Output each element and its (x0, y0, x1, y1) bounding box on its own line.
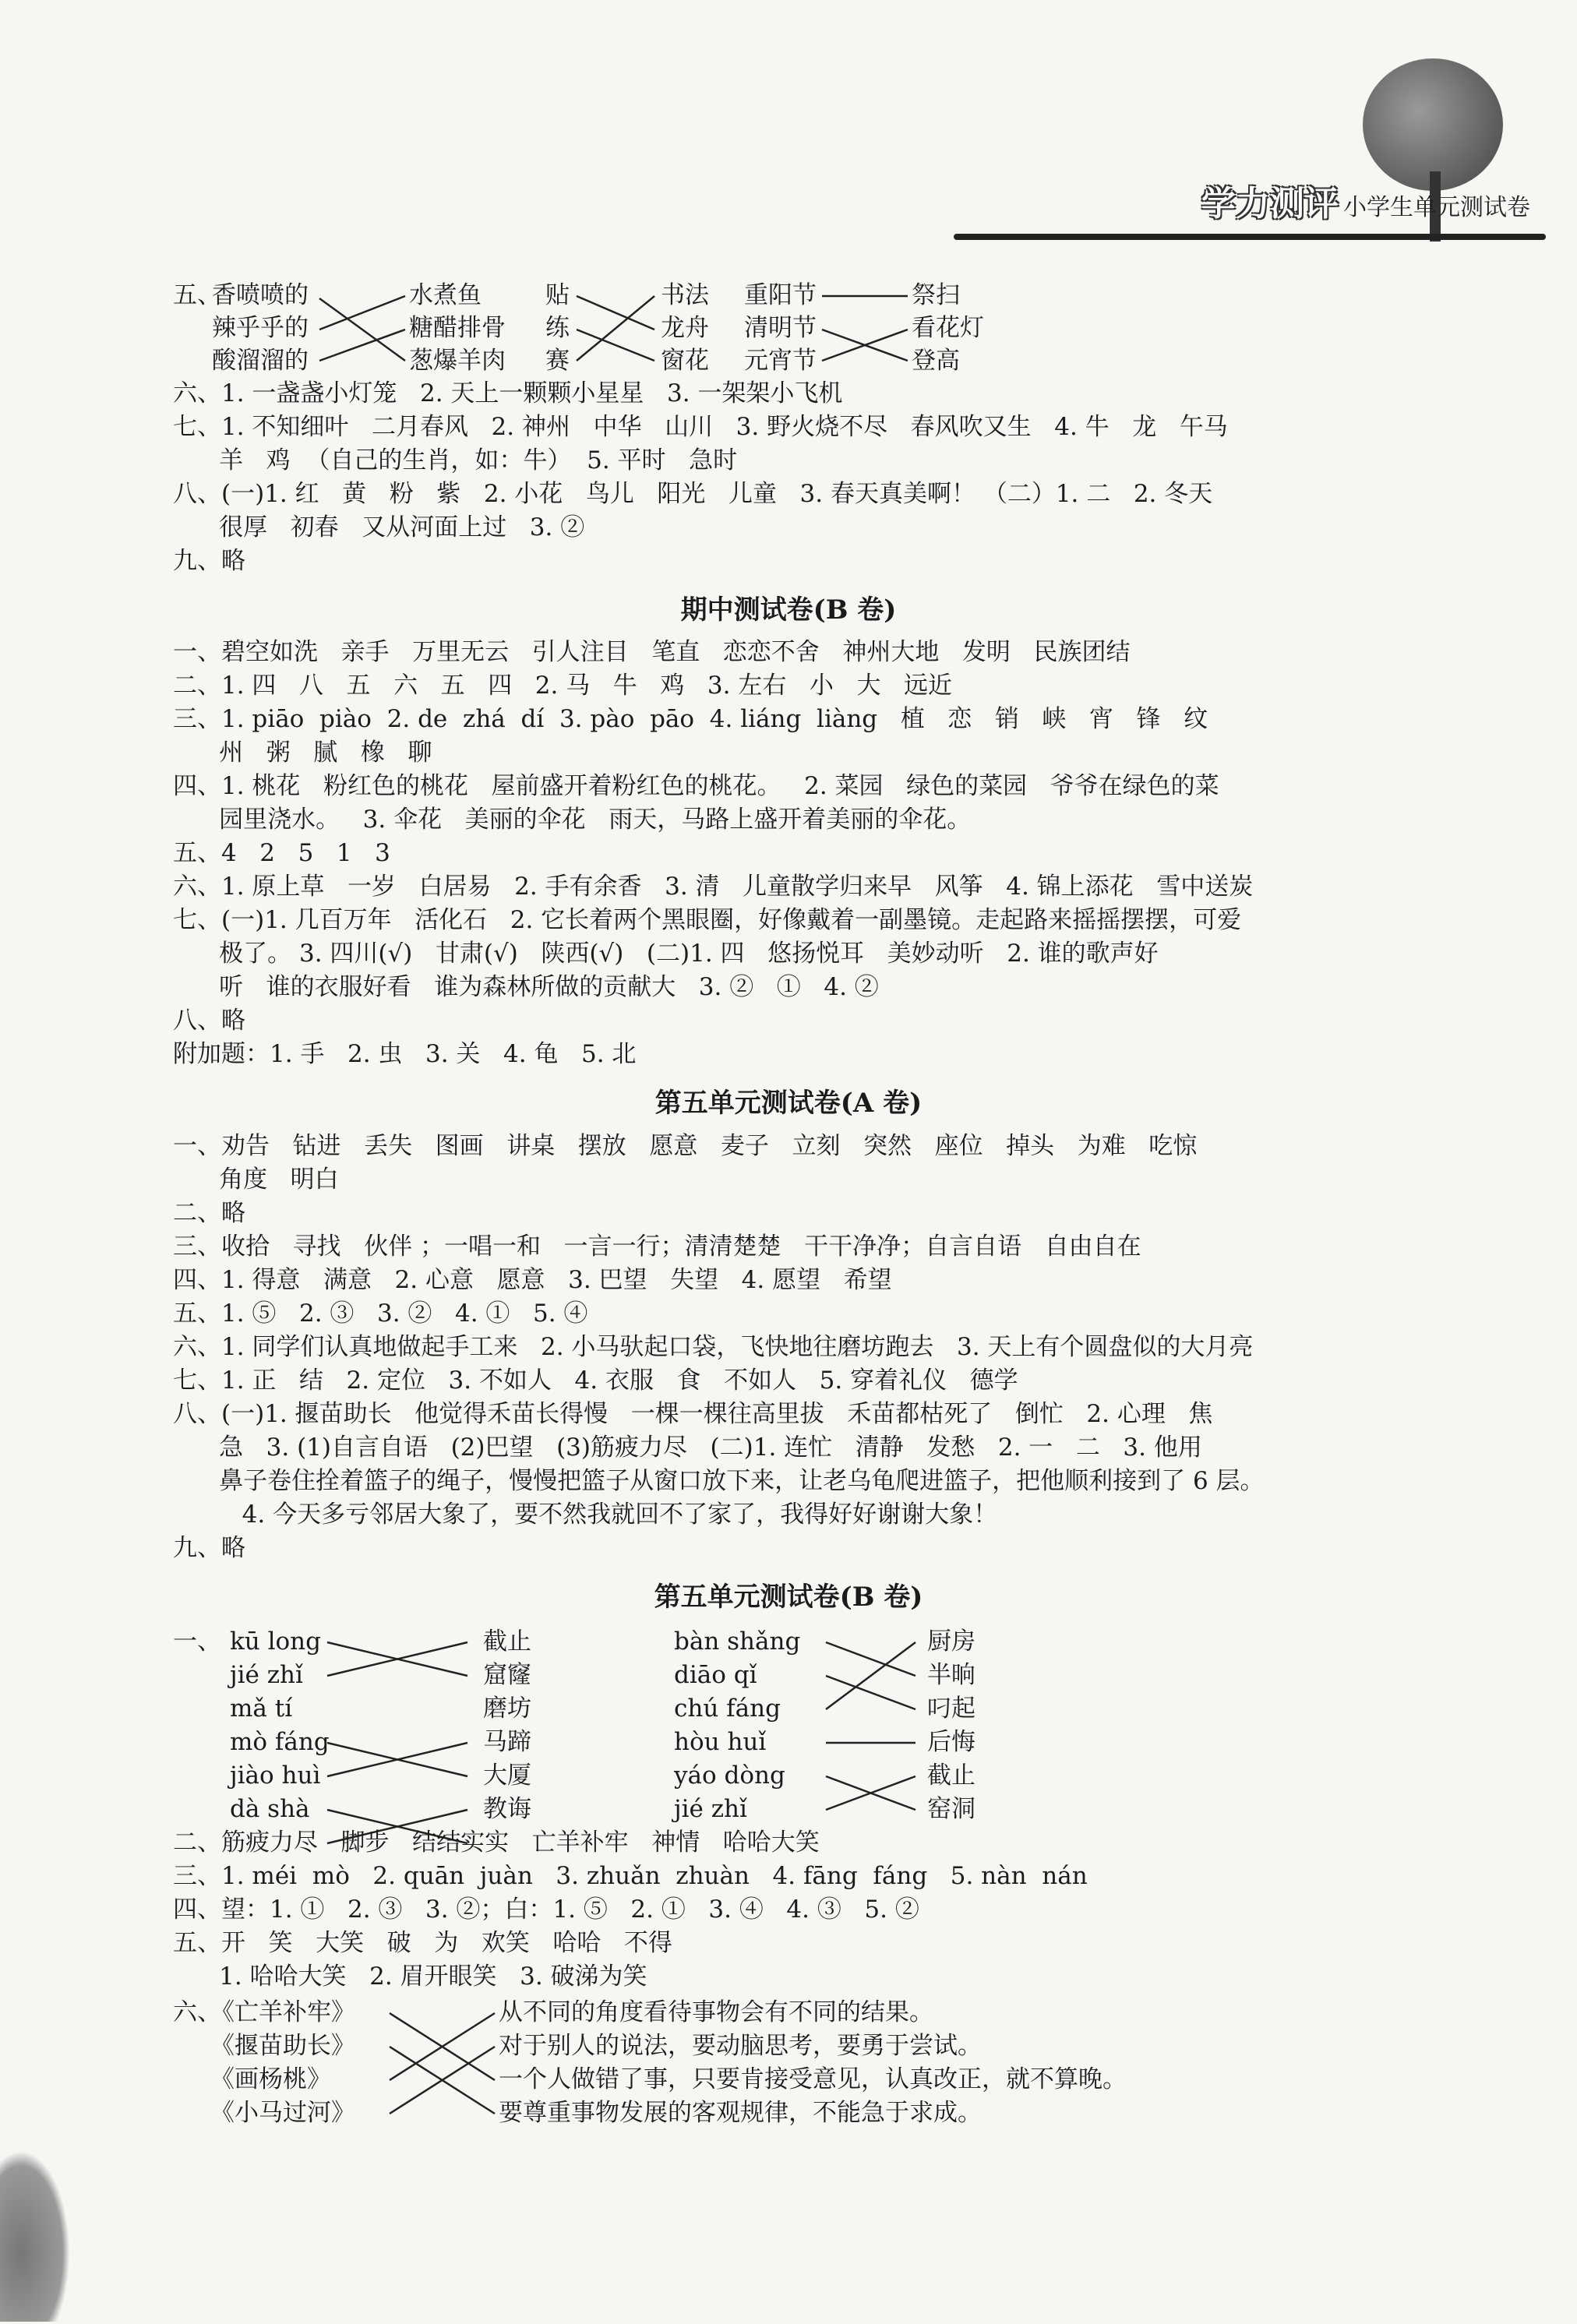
match-lines (390, 1996, 499, 2136)
answer-line: 三、收拾 寻找 伙伴 ；一唱一和 一言一行；清清楚楚 干干净净；自言自语 自由自在 (173, 1233, 1141, 1261)
answer-line: 七、1. 不知细叶 二月春风 2. 神州 中华 山川 3. 野火烧不尽 春风吹又生 4. 牛 龙 午马 (173, 413, 1228, 441)
match-item: 清明节 (744, 314, 817, 342)
match-item: mò fáng (230, 1728, 330, 1756)
answer-line: 四、1. 桃花 粉红色的桃花 屋前盛开着粉红色的桃花。 2. 菜园 绿色的菜园 爷爷在绿色的菜 (173, 772, 1219, 800)
answer-line: 九、略 (173, 547, 245, 575)
match-item: 窗花 (661, 347, 709, 375)
match-item: 书法 (661, 281, 709, 309)
series-logo (1201, 175, 1530, 225)
match-item: 半晌 (927, 1661, 975, 1689)
match-item: 《小马过河》 (210, 2099, 355, 2127)
match-item: 元宵节 (744, 347, 817, 375)
match-item: 厨房 (927, 1628, 975, 1656)
answer-line: 五、1. ⑤ 2. ③ 3. ② 4. ① 5. ④ (173, 1300, 588, 1328)
match-item: 登高 (912, 347, 960, 375)
answer-line: 羊 鸡 （自己的生肖，如：牛） 5. 平时 急时 (173, 446, 738, 474)
answer-line: 二、筋疲力尽 脚步 结结实实 亡羊补牢 神情 哈哈大笑 (173, 1829, 820, 1857)
match-item: 一个人做错了事，只要肯接受意见，认真改正，就不算晚。 (499, 2065, 1127, 2093)
match-item: 《亡羊补牢》 (210, 1998, 355, 2026)
answer-line: 很厚 初春 又从河面上过 3. ② (173, 513, 585, 541)
answer-line: 园里浇水。 3. 伞花 美丽的伞花 雨天，马路上盛开着美丽的伞花。 (173, 806, 972, 834)
answer-line: 角度 明白 (173, 1166, 339, 1194)
match-lines (826, 1625, 923, 1828)
header-rule (954, 234, 1546, 240)
answer-line: 八、略 (173, 1007, 245, 1035)
answer-line: 六、1. 同学们认真地做起手工来 2. 小马驮起口袋，飞快地往磨坊跑去 3. 天上有个圆盘似的大月亮 (173, 1333, 1254, 1361)
answer-line: 六、1. 原上草 一岁 白居易 2. 手有余香 3. 清 儿童散学归来早 风筝 4. 锦上添花 雪中送炭 (173, 873, 1254, 901)
answer-line: 八、(一)1. 红 黄 粉 紫 2. 小花 鸟儿 阳光 儿童 3. 春天真美啊！ （二）1. 二 2. 冬天 (173, 480, 1213, 508)
match-item: jié zhǐ (674, 1795, 747, 1823)
answer-line: 四、望：1. ① 2. ③ 3. ②；白：1. ⑤ 2. ① 3. ④ 4. ③ 5. ② (173, 1896, 919, 1924)
match-item: 香喷喷的 (212, 281, 309, 309)
answer-line: 七、(一)1. 几百万年 活化石 2. 它长着两个黑眼圈，好像戴着一副墨镜。走起路来摇摇摆摆，可爱 (173, 906, 1242, 934)
match-item: 后悔 (927, 1728, 975, 1756)
match-lines (577, 279, 658, 377)
match-item: 截止 (927, 1762, 975, 1790)
answer-line: 附加题：1. 手 2. 虫 3. 关 4. 龟 5. 北 (173, 1040, 637, 1068)
match-item: 赛 (545, 347, 570, 375)
match-item: 大厦 (483, 1762, 531, 1790)
answer-line: 州 粥 腻 橡 聊 (173, 739, 432, 767)
match-item: diāo qǐ (674, 1661, 757, 1689)
match-item: 磨坊 (483, 1695, 531, 1723)
match-item: 教诲 (483, 1795, 531, 1823)
match-item: 葱爆羊肉 (409, 347, 506, 375)
series-subtitle: 小学生单元测试卷 (1343, 194, 1530, 221)
answer-line: 五、4 2 5 1 3 (173, 839, 390, 867)
match-item: 辣乎乎的 (212, 314, 309, 342)
match-item: 贴 (545, 281, 570, 309)
match-item: 看花灯 (912, 314, 984, 342)
match-item: 练 (545, 314, 570, 342)
match-lines (822, 279, 912, 377)
match-item: 截止 (483, 1628, 531, 1656)
match-item: 马蹄 (483, 1728, 531, 1756)
answer-line: 六、1. 一盏盏小灯笼 2. 天上一颗颗小星星 3. 一架架小飞机 (173, 379, 843, 407)
section-label: 五、 (173, 281, 221, 309)
match-item: 重阳节 (744, 281, 817, 309)
match-item: 要尊重事物发展的客观规律，不能急于求成。 (499, 2099, 982, 2127)
answer-line: 九、略 (173, 1534, 245, 1562)
match-lines (327, 1625, 475, 1828)
answer-line: 一、劝告 钻进 丢失 图画 讲桌 摆放 愿意 麦子 立刻 突然 座位 掉头 为难 吃惊 (173, 1132, 1198, 1160)
answer-line: 一、碧空如洗 亲手 万里无云 引人注目 笔直 恋恋不舍 神州大地 发明 民族团结 (173, 638, 1131, 666)
answer-line: 二、略 (173, 1199, 245, 1227)
match-item: 《揠苗助长》 (210, 2032, 355, 2060)
section-title: 第五单元测试卷(A 卷) (654, 1088, 923, 1119)
match-item: bàn shǎng (674, 1628, 801, 1656)
match-item: 龙舟 (661, 314, 709, 342)
answer-line: 三、1. méi mò 2. quān juàn 3. zhuǎn zhuàn 4. fāng fáng 5. nàn nán (173, 1862, 1088, 1890)
match-item: 叼起 (927, 1695, 975, 1723)
leaf-decoration (0, 2150, 70, 2322)
match-item: 窟窿 (483, 1661, 531, 1689)
section-label: 六、 (173, 1998, 221, 2026)
match-item: jiào huì (230, 1762, 321, 1790)
match-item: mǎ tí (230, 1695, 293, 1723)
match-item: 水煮鱼 (409, 281, 482, 309)
match-item: jié zhǐ (230, 1661, 303, 1689)
match-item: kū long (230, 1628, 321, 1656)
answer-line: 二、1. 四 八 五 六 五 四 2. 马 牛 鸡 3. 左右 小 大 远近 (173, 672, 953, 700)
answer-line: 八、(一)1. 揠苗助长 他觉得禾苗长得慢 一棵一棵往高里拔 禾苗都枯死了 倒忙 2. 心理 焦 (173, 1400, 1213, 1428)
match-item: dà shà (230, 1795, 310, 1823)
answer-line: 四、1. 得意 满意 2. 心意 愿意 3. 巴望 失望 4. 愿望 希望 (173, 1266, 892, 1294)
answer-line: 听 谁的衣服好看 谁为森林所做的贡献大 3. ② ① 4. ② (173, 973, 879, 1001)
match-lines (319, 279, 409, 377)
match-item: 窑洞 (927, 1795, 975, 1823)
section-label: 一、 (173, 1628, 221, 1656)
answer-line: 4. 今天多亏邻居大象了，要不然我就回不了家了，我得好好谢谢大象！ (173, 1501, 998, 1529)
answer-line: 七、1. 正 结 2. 定位 3. 不如人 4. 衣服 食 不如人 5. 穿着礼仪 德学 (173, 1367, 1018, 1395)
logo-text: 学力测评 (1201, 184, 1339, 224)
match-item: hòu huǐ (674, 1728, 767, 1756)
section-title: 期中测试卷(B 卷) (680, 594, 897, 626)
match-item: 糖醋排骨 (409, 314, 506, 342)
match-item: 从不同的角度看待事物会有不同的结果。 (499, 1998, 933, 2026)
answer-line: 极了。 3. 四川(√) 甘肃(√) 陕西(√) (二)1. 四 悠扬悦耳 美妙动听 2. 谁的歌声好 (173, 940, 1159, 968)
answer-line: 三、1. piāo piào 2. de zhá dí 3. pào pāo 4. liáng liàng 植 恋 销 峡 宵 锋 纹 (173, 705, 1208, 733)
match-item: 酸溜溜的 (212, 347, 309, 375)
match-item: 对于别人的说法，要动脑思考，要勇于尝试。 (499, 2032, 982, 2060)
match-item: 祭扫 (912, 281, 960, 309)
answer-line: 急 3. (1)自言自语 (2)巴望 (3)筋疲力尽 (二)1. 连忙 清静 发愁 2. 一 二 3. 他用 (173, 1434, 1202, 1462)
match-item: yáo dòng (674, 1762, 785, 1790)
match-item: chú fáng (674, 1695, 781, 1723)
section-title: 第五单元测试卷(B 卷) (654, 1582, 923, 1613)
answer-line: 1. 哈哈大笑 2. 眉开眼笑 3. 破涕为笑 (173, 1963, 647, 1991)
match-item: 《画杨桃》 (210, 2065, 331, 2093)
answer-line: 鼻子卷住拴着篮子的绳子，慢慢把篮子从窗口放下来，让老乌龟爬进篮子，把他顺利接到了 6 层。 (173, 1467, 1265, 1495)
answer-line: 五、开 笑 大笑 破 为 欢笑 哈哈 不得 (173, 1929, 672, 1957)
